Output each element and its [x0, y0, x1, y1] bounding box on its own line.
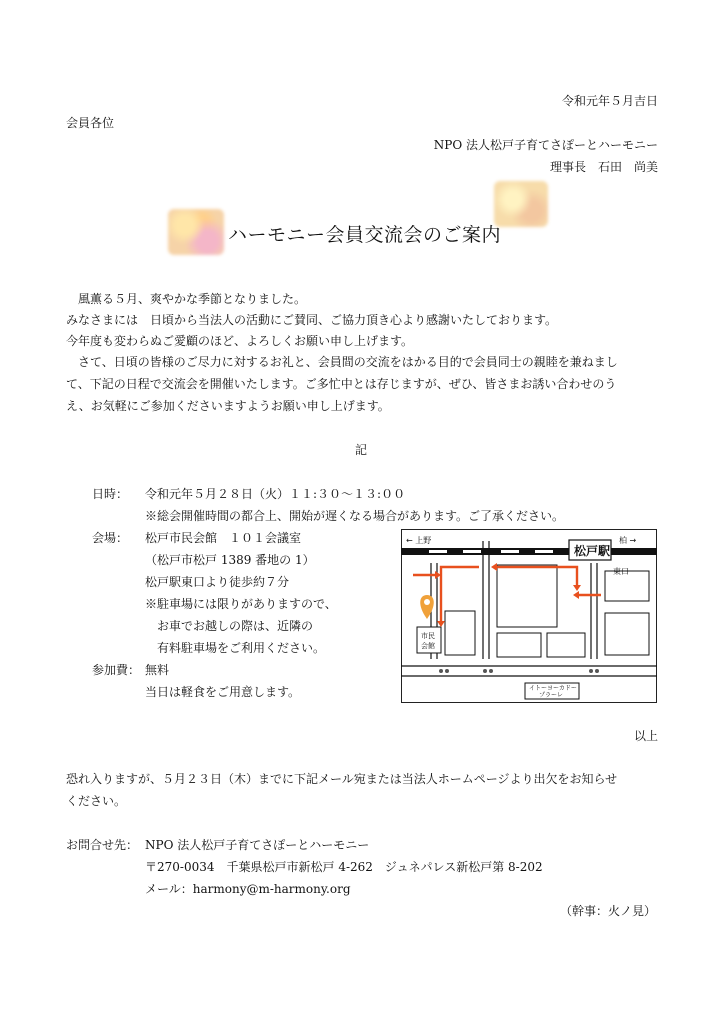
civic-hall-label: 市民	[421, 632, 435, 640]
flower-decoration-left	[168, 209, 224, 255]
flower-decoration-right	[494, 181, 548, 227]
venue-line: お車でお越しの際は、近隣の	[145, 619, 314, 633]
rsvp-line: ください。	[66, 794, 127, 808]
rsvp-line: 恐れ入りますが、５月２３日（木）までに下記メール宛または当法人ホームページより出欠をお知らせ	[66, 772, 618, 786]
store-label: プラーレ	[539, 692, 563, 699]
fee-note: 当日は軽食をご用意します。	[145, 685, 301, 699]
store-label: イトーヨーカドー	[529, 685, 577, 692]
issue-date: 令和元年５月吉日	[561, 94, 658, 108]
venue-label: 会場：	[92, 531, 129, 545]
datetime-value: 令和元年５月２８日（火）１１:３０～１３:００	[145, 487, 406, 501]
venue-line: 松戸市民会館 １０１会議室	[145, 531, 302, 545]
datetime-note: ※総会開催時間の都合上、開始が遅くなる場合があります。ご了承ください。	[145, 509, 565, 523]
ueno-label: ← 上野	[406, 536, 432, 545]
fee-value: 無料	[145, 663, 170, 677]
body-line: 今年度も変わらぬご愛顧のほど、よろしくお願い申し上げます。	[66, 334, 414, 348]
contact-email[interactable]: メール：harmony@m-harmony.org	[145, 882, 351, 896]
access-map	[401, 529, 657, 703]
contact-label: お問合せ先：	[66, 838, 139, 852]
station-label: 松戸駅	[574, 544, 611, 558]
datetime-label: 日時：	[92, 487, 129, 501]
venue-line: 有料駐車場をご利用ください。	[145, 641, 326, 655]
venue-line: ※駐車場には限りがありますので、	[145, 597, 337, 611]
contact-org: NPO 法人松戸子育てさぽーとハーモニー	[145, 838, 370, 852]
body-line: みなさまには 日頃から当法人の活動にご賛同、ご協力頂き心より感謝いたしております。	[66, 313, 558, 327]
body-line: て、下記の日程で交流会を開催いたします。ご多忙中とは存じますが、ぜひ、皆さまお誘い合わせのう	[66, 377, 617, 391]
sender-org: NPO 法人松戸子育てさぽーとハーモニー	[433, 138, 658, 152]
body-line: え、お気軽にご参加くださいますようお願い申し上げます。	[66, 399, 390, 413]
fee-label: 参加費：	[92, 663, 141, 677]
east-exit-label: 東口	[613, 567, 629, 576]
secretary-note: （幹事：火ノ見）	[559, 904, 656, 918]
body-line: 風薫る５月、爽やかな季節となりました。	[66, 292, 307, 306]
venue-line: 松戸駅東口より徒歩約７分	[145, 575, 290, 589]
contact-address: 〒270-0034 千葉県松戸市新松戸 4-262 ジュネパレス新松戸第 8-202	[145, 860, 543, 874]
ki-marker: 記	[355, 443, 368, 457]
civic-hall-label: 会館	[421, 642, 435, 650]
page-title: ハーモニー会員交流会のご案内	[228, 224, 502, 246]
recipient: 会員各位	[66, 116, 115, 130]
closing-ijo: 以上	[633, 729, 658, 743]
kashiwa-label: 柏 →	[619, 536, 637, 545]
venue-line: （松戸市松戸 1389 番地の 1）	[145, 553, 315, 567]
body-line: さて、日頃の皆様のご尽力に対するお礼と、会員間の交流をはかる目的で会員同士の親睦を兼ねまし	[66, 355, 618, 369]
sender-chair: 理事長 石田 尚美	[549, 160, 658, 174]
